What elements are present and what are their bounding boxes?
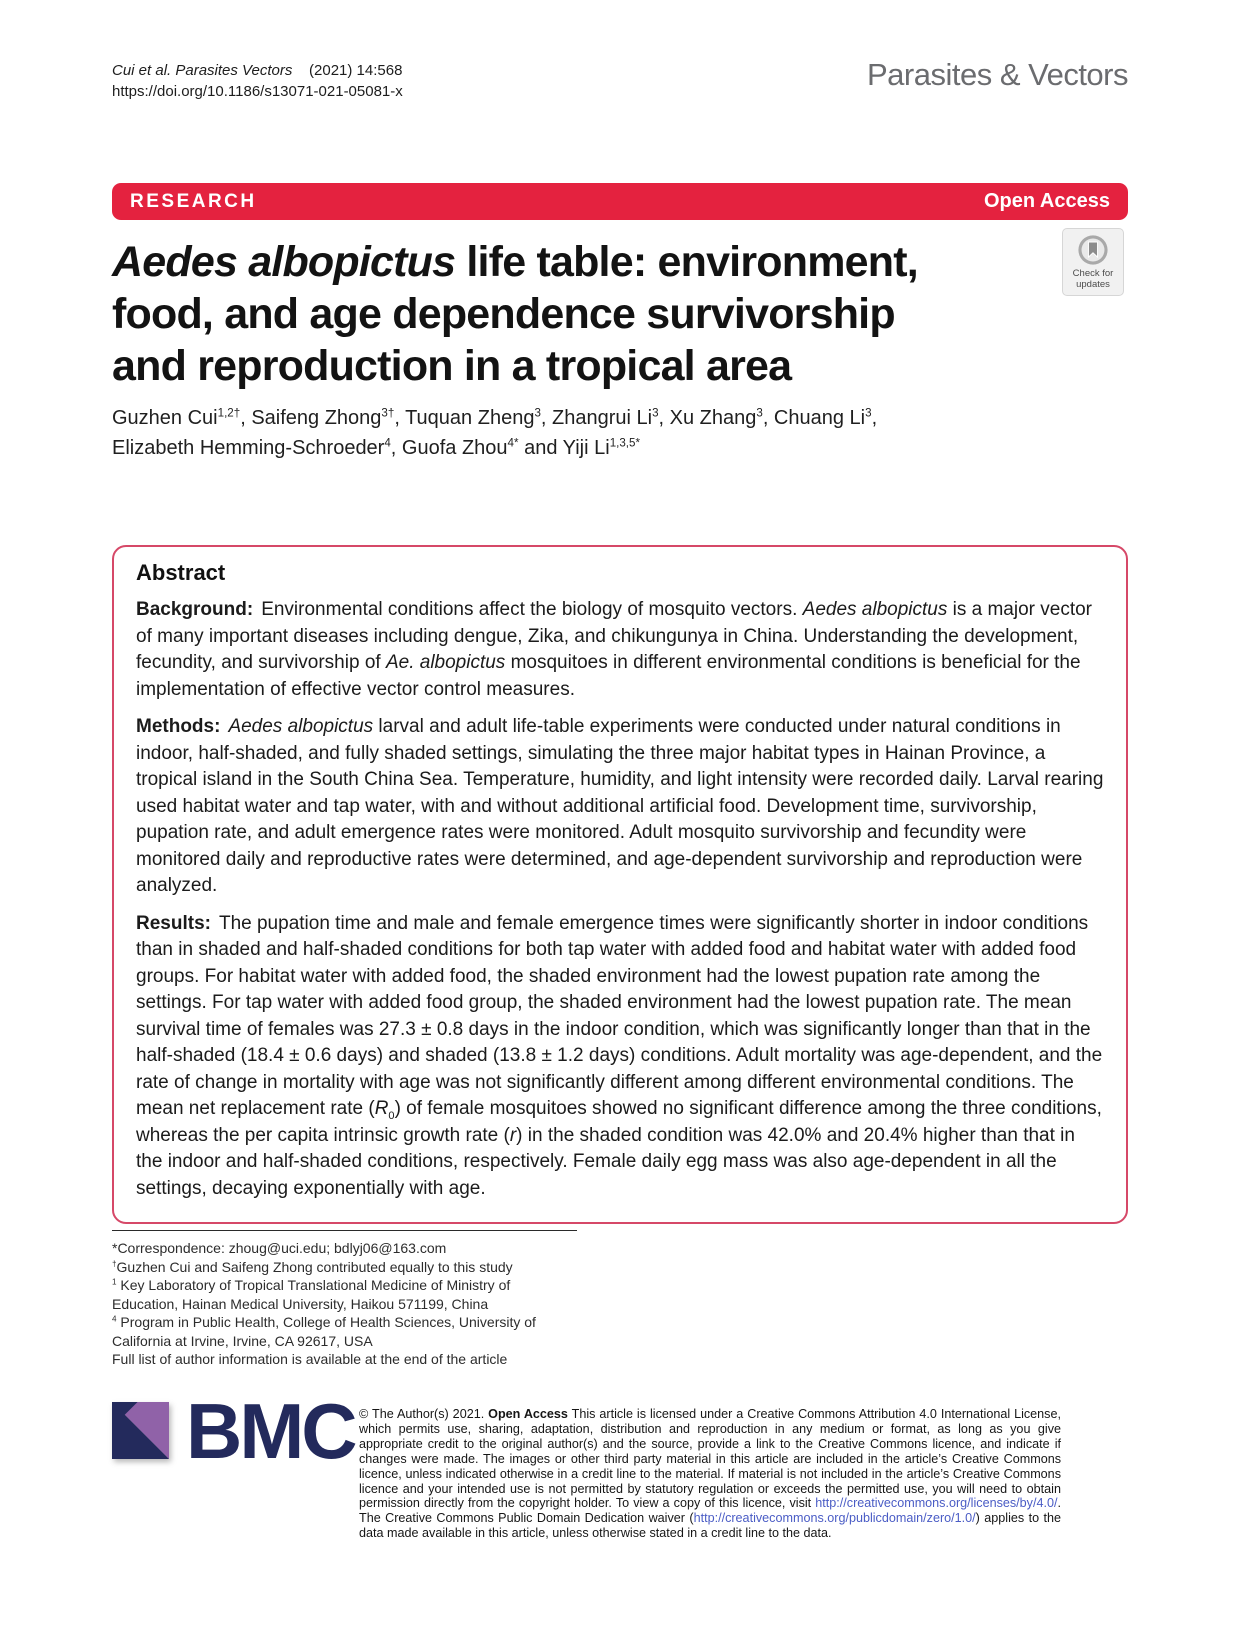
citation-block: [112, 60, 403, 102]
journal-name: Parasites & Vectors: [866, 57, 1128, 92]
author-list: Guzhen Cui$^{1,2\dagger}$, Saifeng Zhong$^{3\dagger}$, Tuquan Zheng$^3$, Zhangrui Li$^3$, Xu Zhang$^3$, Chuang Li$^3$, Elizabeth Hemming-Schroeder$^4$, Guofa Zhou$^{4*}$ and Yiji $Li^{1,3,5*}$: [112, 406, 878, 459]
license-link[interactable]: http://creativecommons.org/licenses/by/4.0/: [815, 1496, 1058, 1511]
bmc-logo-mark-icon: [112, 1402, 169, 1459]
abstract-background: [136, 597, 1104, 703]
page-header: [112, 57, 1128, 102]
article-title: Aedes albopictus life table: environment, food, and age dependence survivorship and reproduction in a tropical area: [112, 238, 918, 390]
abstract-results-text: The pupation time and male and female emergence times were significantly shorter in indoor conditions than in shaded and half-shaded conditions for both tap water with added food and habitat water with added food groups. For habitat water with added food, the shaded environment had the lowest pupation rate among the settings. For tap water with added food group, the shaded environment had the lowest pupation rate. The mean survival time of females was 27.3 ± 0.8 days in the indoor condition, which was significantly longer than that in the half-shaded (18.4 ± 0.6 days) and shaded (13.8 ± 1.2 days) conditions. Adult mortality was age-dependent, and the rate of change in mortality with age was not significantly different among different environmental conditions. The mean net replacement rate $(R_0)$ of female mosquitoes showed no significant difference among the three conditions, whereas the per capita intrinsic growth rate (r) in the shaded condition was 42.0% and 20.4% higher than that in the indoor and half-shaded conditions, respectively. Female daily egg mass was also age-dependent in all the settings, decaying exponentially with age.: [136, 912, 1103, 1199]
abstract-results-label: Results:: [136, 912, 211, 934]
affiliation-4-line: $^4$ Program in Public Health, College of Health Sciences, University of California at Irvine, Irvine, CA 92617, USA: [112, 1314, 536, 1349]
copyright-notice: © The Author(s) 2021. Open Access This article is licensed under a Creative Commons Attribution 4.0 International License, which permits use, sharing, adaptation, distribution and reproduction in any medium or format, as long as you give appropriate credit to the original author(s) and the source, provide a link to the Creative Commons licence, and indicate if changes were made. The images or other third party material in this article are included in the article’s Creative Commons licence, unless indicated otherwise in a credit line to the material. If material is not included in the article’s Creative Commons licence and your intended use is not permitted by statutory regulation or exceeds the permitted use, you will need to obtain permission directly from the copyright holder. To view a copy of this licence, visit http://creativecommons.org/licenses/by/4.0/. The Creative Commons Public Domain Dedication waiver (http://creativecommons.org/publicdomain/zero/1.0/) applies to the data made available in this article, unless otherwise stated in a credit line to the data.: [359, 1407, 1061, 1541]
abstract-methods-label: Methods:: [136, 716, 221, 737]
footnotes: [112, 1230, 577, 1369]
open-access-label: Open Access: [984, 190, 1110, 212]
article-doi: https://doi.org/10.1186/s13071-021-05081-x: [112, 83, 403, 100]
article-type-label: RESEARCH: [130, 190, 257, 212]
article-type-banner: [112, 183, 1128, 220]
check-for-updates-label: Check for updates: [1072, 268, 1114, 290]
article-citation: Cui et al. Parasites Vectors (2021) 14:568: [112, 62, 403, 79]
equal-contribution-line: †Guzhen Cui and Saifeng Zhong contributed equally to this study: [112, 1258, 513, 1275]
bmc-logo-text: BMC: [186, 1387, 355, 1475]
license-link[interactable]: http://creativecommons.org/publicdomain/zero/1.0/: [693, 1511, 976, 1526]
full-author-list-note: Full list of author information is available at the end of the article: [112, 1351, 508, 1367]
crossmark-bookmark-icon: [1077, 234, 1109, 266]
correspondence-line: *Correspondence: zhoug@uci.edu; bdlyj06@163.com: [112, 1240, 447, 1256]
abstract-background-label: Background:: [136, 599, 254, 620]
abstract-heading: Abstract: [136, 560, 226, 585]
abstract-methods: [136, 714, 1104, 900]
footnote-divider: [112, 1230, 577, 1231]
affiliation-1-line: $^1$ Key Laboratory of Tropical Translational Medicine of Ministry of Education, Hainan Medical University, Haikou 571199, China: [112, 1277, 511, 1312]
bmc-logo: [112, 1387, 355, 1475]
abstract-results: [136, 911, 1104, 1203]
abstract-background-text: Environmental conditions affect the biology of mosquito vectors. Aedes albopictus is a major vector of many important diseases including dengue, Zika, and chikungunya in China. Understanding the development, fecundity, and survivorship of Ae. albopictus mosquitoes in different environmental conditions is beneficial for the implementation of effective vector control measures.: [136, 599, 1093, 700]
abstract-box: [112, 545, 1128, 1224]
abstract-methods-text: Aedes albopictus larval and adult life-table experiments were conducted under natural conditions in indoor, half-shaded, and fully shaded settings, simulating the three major habitat types in Hainan Province, a tropical island in the South China Sea. Temperature, humidity, and light intensity were recorded daily. Larval rearing used habitat water and tap water, with and without additional artificial food. Development time, survivorship, pupation rate, and adult emergence rates were monitored. Adult mosquito survivorship and fecundity were monitored daily and reproductive rates were determined, and age-dependent survivorship and reproduction were analyzed.: [136, 716, 1104, 896]
